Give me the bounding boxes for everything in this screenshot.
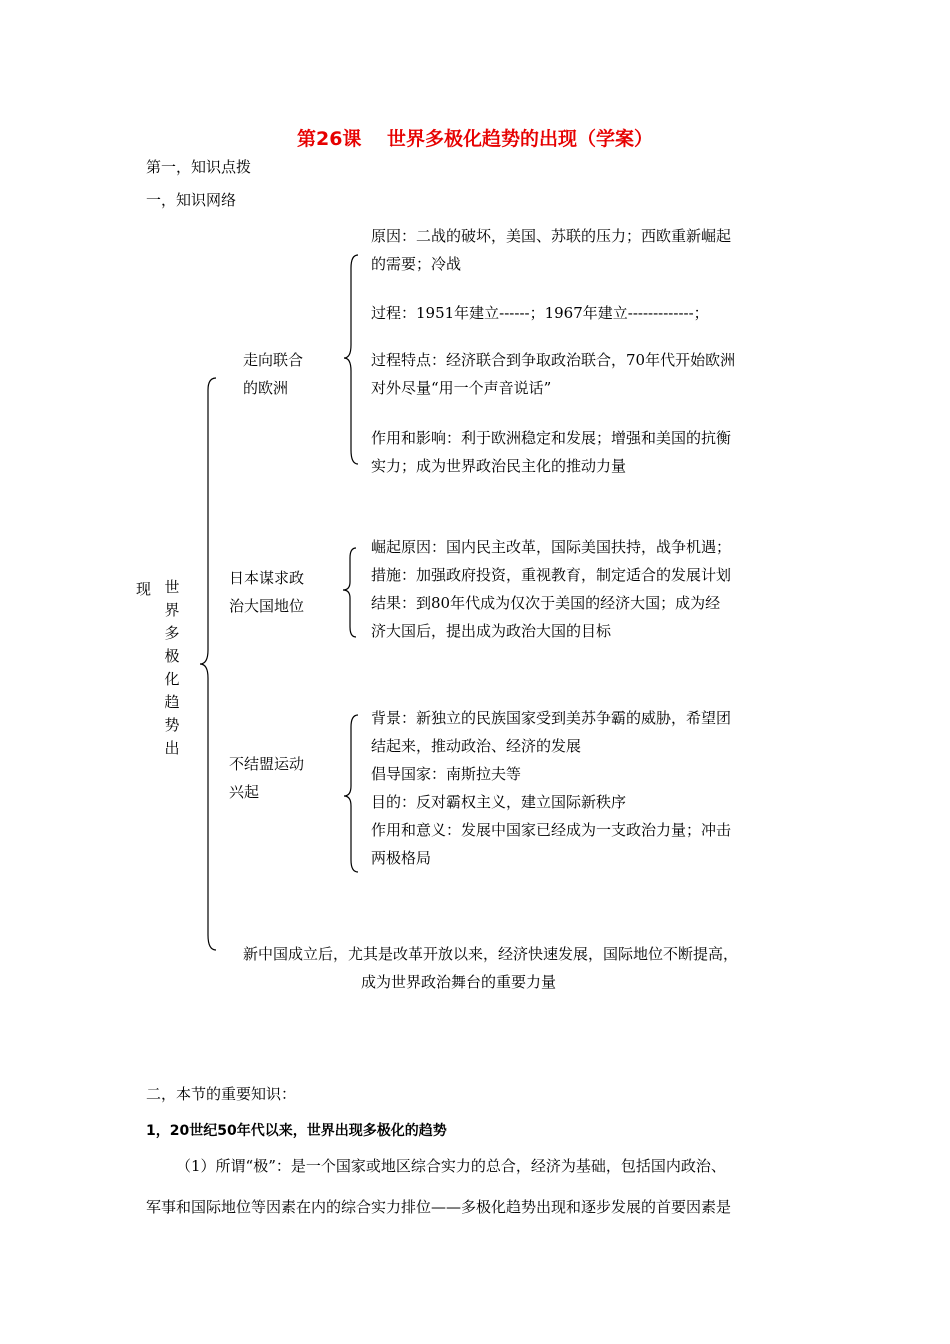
branch-label-non-aligned: 不结盟运动 兴起 bbox=[229, 755, 305, 801]
section-heading-2: 二，本节的重要知识： bbox=[146, 1085, 297, 1103]
non-aligned-item: 两极格局 bbox=[371, 849, 432, 867]
subsection-heading-network: 一，知识网络 bbox=[146, 191, 237, 209]
japan-brace bbox=[343, 548, 356, 637]
main-brace bbox=[200, 378, 216, 950]
europe-item: 原因：二战的破坏，美国、苏联的压力；西欧重新崛起 的需要；冷战 bbox=[371, 227, 732, 273]
non-aligned-item: 结起来，推动政治、经济的发展 bbox=[371, 737, 582, 755]
china-line-2: 成为世界政治舞台的重要力量 bbox=[361, 973, 557, 991]
non-aligned-item: 倡导国家：南斯拉夫等 bbox=[371, 765, 522, 783]
europe-item: 作用和影响：利于欧洲稳定和发展；增强和美国的抗衡 实力；成为世界政治民主化的推动力量 bbox=[371, 429, 732, 475]
section-heading-1: 第一，知识点拨 bbox=[146, 158, 252, 176]
page-title: 第26课 世界多极化趋势的出现（学案） bbox=[296, 128, 654, 150]
china-line-1: 新中国成立后，尤其是改革开放以来，经济快速发展，国际地位不断提高， bbox=[243, 945, 739, 963]
branch-label-japan: 日本谋求政 治大国地位 bbox=[229, 569, 305, 615]
point-1-para-line-1: （1）所谓“极”：是一个国家或地区综合实力的总合，经济为基础，包括国内政治、 bbox=[176, 1157, 726, 1175]
europe-item: 过程：1951年建立------；1967年建立-------------； bbox=[371, 304, 709, 322]
europe-item: 过程特点：经济联合到争取政治联合，70年代开始欧洲 对外尽量“用一个声音说话” bbox=[371, 351, 736, 397]
non-aligned-item: 目的：反对霸权主义，建立国际新秩序 bbox=[371, 793, 627, 811]
japan-item: 措施：加强政府投资，重视教育，制定适合的发展计划 bbox=[371, 566, 732, 584]
non-aligned-item: 作用和意义：发展中国家已经成为一支政治力量；冲击 bbox=[371, 821, 732, 839]
japan-item: 济大国后，提出成为政治大国的目标 bbox=[371, 622, 612, 640]
root-vertical-label: 世界多极化趋势出 bbox=[164, 578, 180, 757]
point-1-para-line-2: 军事和国际地位等因素在内的综合实力排位——多极化趋势出现和逐步发展的首要因素是 bbox=[146, 1198, 732, 1216]
point-1-title: 1，20世纪50年代以来，世界出现多极化的趋势 bbox=[146, 1123, 447, 1139]
europe-brace bbox=[344, 255, 358, 464]
japan-item: 崛起原因：国内民主改革，国际美国扶持，战争机遇； bbox=[371, 538, 732, 556]
japan-item: 结果：到80年代成为仅次于美国的经济大国；成为经 bbox=[371, 594, 721, 612]
non-aligned-items bbox=[371, 704, 731, 872]
japan-items bbox=[371, 533, 731, 645]
non-aligned-item: 背景：新独立的民族国家受到美苏争霸的威胁，希望团 bbox=[371, 709, 732, 727]
nam-brace bbox=[344, 715, 358, 872]
root-side-char: 现 bbox=[136, 580, 152, 598]
branch-label-europe: 走向联合 的欧洲 bbox=[243, 351, 304, 397]
